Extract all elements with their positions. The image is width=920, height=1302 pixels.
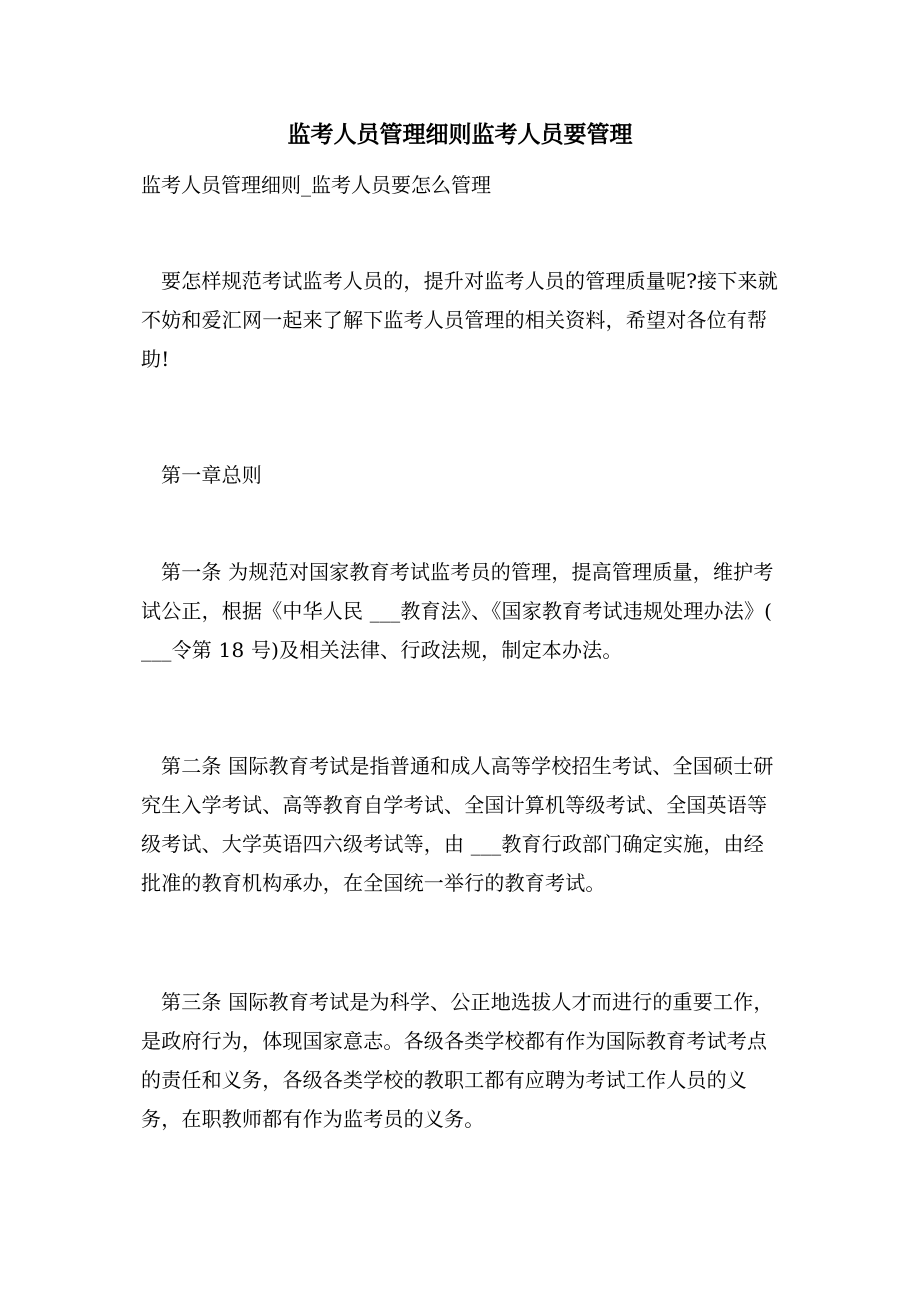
chapter-heading: 第一章总则	[161, 463, 262, 487]
article-1-paragraph: 第一条 为规范对国家教育考试监考员的管理，提高管理质量，维护考试公正，根据《中华人民 ___教育法》、《国家教育考试违规处理办法》( ___令第 18 号)及相关法律、行政法规，制定本办法。	[141, 560, 774, 662]
document-title: 监考人员管理细则监考人员要管理	[287, 121, 633, 148]
article-2-paragraph: 第二条 国际教育考试是指普通和成人高等学校招生考试、全国硕士研究生入学考试、高等教育自学考试、全国计算机等级考试、全国英语等级考试、大学英语四六级考试等，由 ___教育行政部门确定实施，由经批准的教育机构承办，在全国统一举行的教育考试。	[141, 754, 774, 895]
intro-paragraph: 要怎样规范考试监考人员的，提升对监考人员的管理质量呢?接下来就不妨和爱汇网一起来了解下监考人员管理的相关资料，希望对各位有帮助!	[141, 269, 778, 371]
article-3-paragraph: 第三条 国际教育考试是为科学、公正地选拔人才而进行的重要工作，是政府行为，体现国家意志。各级各类学校都有作为国际教育考试考点的责任和义务，各级各类学校的教职工都有应聘为考试工作人员的义务，在职教师都有作为监考员的义务。	[141, 990, 774, 1131]
document-subtitle: 监考人员管理细则_监考人员要怎么管理	[141, 173, 491, 197]
